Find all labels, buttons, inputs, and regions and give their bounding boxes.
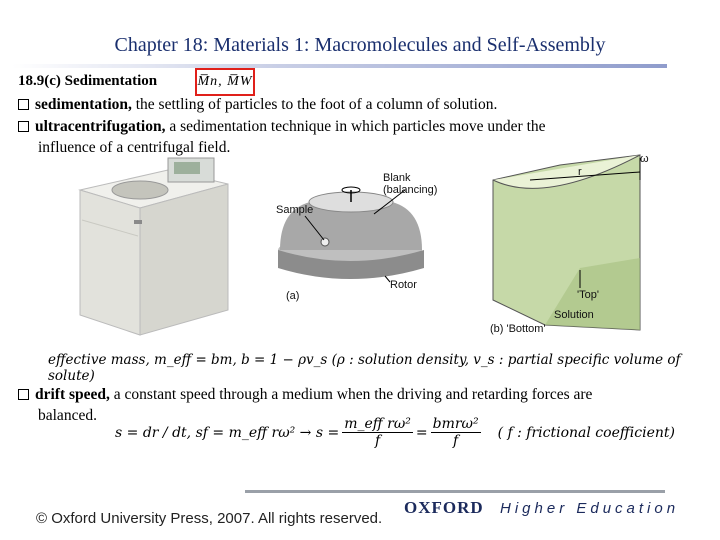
highlighted-symbols: M̅n, M̅W (195, 68, 255, 96)
top-label: 'Top' (577, 289, 599, 301)
drift-fraction-2: $\frac{\text{bmrω²}}{f}$ (432, 416, 479, 449)
centrifuge-machine-icon (80, 158, 228, 335)
omega-label: ω (640, 153, 649, 165)
copyright-text: © Oxford University Press, 2007. All rights reserved. (36, 510, 383, 527)
bullet-continuation: influence of a centrifugal field. (38, 139, 231, 156)
checkbox-bullet-icon (18, 99, 29, 110)
drift-speed-equation (115, 416, 675, 449)
bullet-text: the settling of particles to the foot of a column of solution. (131, 96, 498, 113)
panel-a-label: (a) (286, 290, 300, 302)
oxford-logo: OXFORD (404, 498, 484, 517)
bullet-term: ultracentrifugation, (35, 118, 166, 135)
footer-divider (245, 490, 665, 493)
checkbox-bullet-icon (18, 121, 29, 132)
drift-equation-left: s = dr / dt, sf = m_eff rω² → s = (115, 424, 340, 441)
page-title: Chapter 18: Materials 1: Macromolecules and Self-Assembly (114, 34, 606, 56)
checkbox-bullet-icon (18, 389, 29, 400)
bullet-term: sedimentation, (35, 96, 132, 113)
title-divider (12, 64, 667, 68)
solution-label: Solution (554, 309, 594, 321)
bullet-sedimentation (18, 94, 497, 115)
sector-cell-diagram (490, 153, 649, 335)
bullet-continuation: balanced. (38, 407, 97, 424)
bullet-term: drift speed, (35, 386, 110, 403)
bullet-text: a constant speed through a medium when the driving and retarding forces are (109, 386, 593, 403)
panel-b-label: (b) 'Bottom' (490, 323, 546, 335)
radius-label: r (578, 166, 582, 178)
blank-label: Blank (383, 172, 411, 184)
ultracentrifuge-figure (40, 150, 690, 350)
rotor-label: Rotor (390, 279, 417, 291)
drift-equals: = (415, 424, 428, 441)
drift-note: ( f : frictional coefficient) (497, 424, 675, 441)
effective-mass-equation: effective mass, m_eff = bm, b = 1 − ρv_s (ρ : solution density, v_s : partial specific volume of solute) (48, 352, 681, 384)
drift-fraction-1: $\frac{\text{m\_eff rω²}}{f}$ (344, 416, 411, 449)
bullet-text: a sedimentation technique in which particles move under the (165, 118, 546, 135)
section-heading: 18.9(c) Sedimentation (18, 73, 158, 89)
higher-education-logo: Higher Education (500, 500, 680, 517)
blank-sub-label: (balancing) (383, 184, 438, 196)
sample-label: Sample (276, 204, 314, 216)
rotor-diagram (276, 172, 437, 302)
